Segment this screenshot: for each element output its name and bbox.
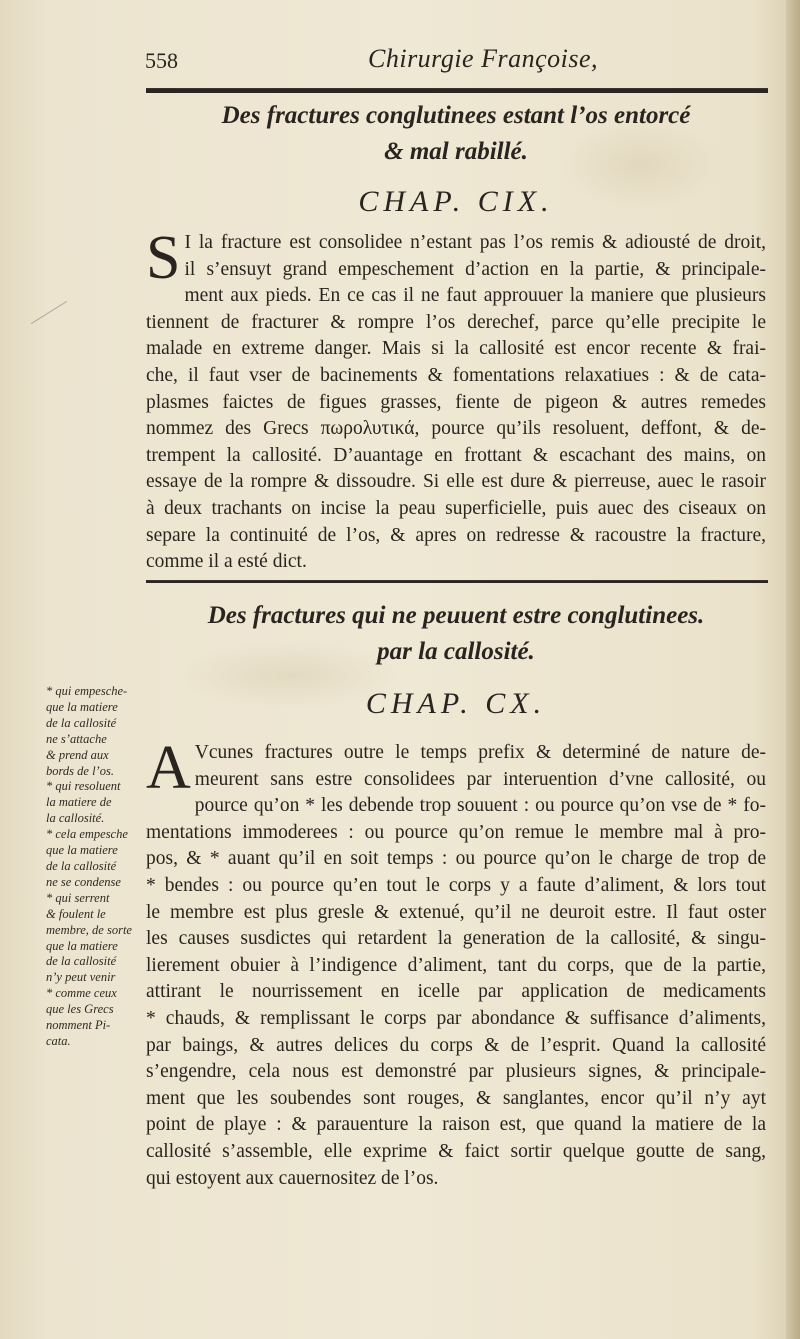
section-heading-cx [146, 598, 766, 670]
text-line: pource qu’on * les debende trop souuent : ou pource qu’on vse de * fo- [194, 795, 766, 817]
margin-note-line: bords de l’os. [46, 763, 114, 778]
running-title: Chirurgie Françoise, [368, 44, 599, 73]
margin-note-line: la matiere de [46, 795, 112, 810]
margin-notes [46, 684, 146, 1050]
text-line: * bendes : ou pource qu’en tout le corps y a faute d’aliment, & lors tout [146, 874, 766, 896]
margin-note-line: la callosité. [46, 811, 105, 826]
text-line: malade en extreme danger. Mais si la callosité est encor recente & frai- [146, 338, 766, 360]
text-line: à deux trachants on incise la peau superficielle, puis auec des ciseaux on [146, 497, 766, 519]
text-line: tiennent de fracturer & rompre l’os derechef, parce qu’elle precipite le [146, 311, 766, 333]
heading-line: Des fractures qui ne peuuent estre conglutinees. [207, 602, 705, 629]
text-line: pos, & * auant qu’il en soit temps : ou pource qu’on le charge de trop de [146, 848, 766, 870]
margin-note-line: * comme ceux [46, 986, 117, 1001]
margin-note-line: de la callosité [46, 715, 117, 730]
text-line: le membre est plus gresle & extenué, qu’il ne deuroit estre. Il faut oster [146, 901, 766, 923]
section-rule [146, 580, 768, 583]
text-line: che, il faut vser de bacinements & fomentations relaxatiues : & de cata- [146, 364, 766, 386]
heading-line: Des fractures conglutinees estant l’os entorcé [221, 102, 691, 129]
page-edge [786, 0, 800, 1339]
text-line: callosité s’assemble, elle exprime & faict sortir quelque goutte de sang, [146, 1140, 766, 1162]
margin-note-line: * qui serrent [46, 890, 110, 905]
chapter-cix-text [146, 224, 766, 576]
margin-note-line: de la callosité [46, 858, 117, 873]
text-line: trempent la callosité. D’auantage en frottant & escachant des mains, on [146, 444, 766, 466]
chapter-title-cx: CHAP. CX. [365, 687, 547, 720]
text-line: nommez des Grecs πωρολυτικά, pource qu’ils resoluent, deffont, & de- [146, 418, 766, 440]
heading-line: par la callosité. [377, 638, 535, 665]
top-rule [146, 88, 768, 93]
margin-note-line: & foulent le [46, 906, 106, 921]
text-line: plasmes faictes de figues grasses, fiente de pigeon & autres remedes [146, 391, 766, 413]
margin-note-line: que la matiere [46, 938, 118, 953]
text-line: il s’ensuyt grand empeschement d’action en la partie, & principale- [184, 258, 766, 280]
text-line: I la fracture est consolidee n’estant pas l’os remis & adiousté de droit, [184, 232, 766, 253]
margin-note-line: ne s’attache [46, 731, 107, 746]
margin-note-line: membre, de sorte [46, 922, 132, 937]
margin-note-line: n’y peut venir [46, 970, 116, 985]
margin-note-line: ne se condense [46, 874, 121, 889]
margin-note-line: nomment Pi- [46, 1018, 111, 1033]
text-line: s’engendre, cela nous est demonstré par plusieurs signes, & principale- [146, 1061, 766, 1083]
text-line: lierement obuier à l’indigence d’aliment, tant du corps, que de la partie, [146, 954, 766, 976]
drop-cap: A [146, 734, 191, 802]
text-line: ment aux pieds. En ce cas il ne faut approuuer la maniere que plusieurs [184, 285, 766, 307]
margin-note-line: que les Grecs [46, 1002, 114, 1017]
margin-note-line: * qui resoluent [46, 779, 121, 794]
margin-note-line: * cela empesche [46, 827, 128, 842]
text-line: point de playe : & parauenture la raison est, que quand la matiere de la [146, 1114, 766, 1136]
text-line: essaye de la rompre & dissoudre. Si elle est dure & pierreuse, auec le rasoir [146, 471, 766, 493]
heading-line: & mal rabillé. [384, 138, 528, 165]
text-line: attirant le nourrissement en icelle par application de medicaments [146, 981, 766, 1003]
margin-note-line: que la matiere [46, 699, 118, 714]
section-heading-cix [146, 98, 766, 170]
text-line: les causes susdictes qui retardent la generation de la callosité, & singu- [146, 928, 766, 950]
margin-note-line: & prend aux [46, 747, 109, 762]
margin-note-line: * qui empesche- [46, 684, 128, 698]
text-line: qui estoyent aux cauernositez de l’os. [146, 1167, 439, 1189]
text-line: par baings, & autres delices du corps & de l’esprit. Quand la callosité [146, 1034, 766, 1056]
page-number: 558 [145, 48, 178, 73]
margin-note-line: que la matiere [46, 843, 118, 858]
chapter-cx-text [146, 734, 766, 1192]
margin-note-line: cata. [46, 1033, 71, 1048]
text-line: * chauds, & remplissant le corps par abondance & suffisance d’aliments, [146, 1007, 766, 1029]
margin-note-line: de la callosité [46, 954, 117, 969]
drop-cap: S [146, 224, 181, 292]
running-head [140, 40, 770, 80]
text-line: ment que les soubendes sont rouges, & sanglantes, encor qu’il n’y ayt [146, 1087, 766, 1109]
text-line: mentations immoderees : ou pource qu’on remue le membre mal à pro- [146, 821, 766, 843]
text-line: comme il a esté dict. [146, 551, 307, 573]
text-line: meurent sans estre consolidees par interuention d’vne callosité, ou [194, 768, 766, 790]
text-line: separe la continuité de l’os, & apres on redresse & racoustre la fracture, [146, 524, 766, 546]
chapter-title-cix: CHAP. CIX. [358, 185, 554, 218]
text-line: Vcunes fractures outre le temps prefix & determiné de nature de- [194, 742, 766, 763]
